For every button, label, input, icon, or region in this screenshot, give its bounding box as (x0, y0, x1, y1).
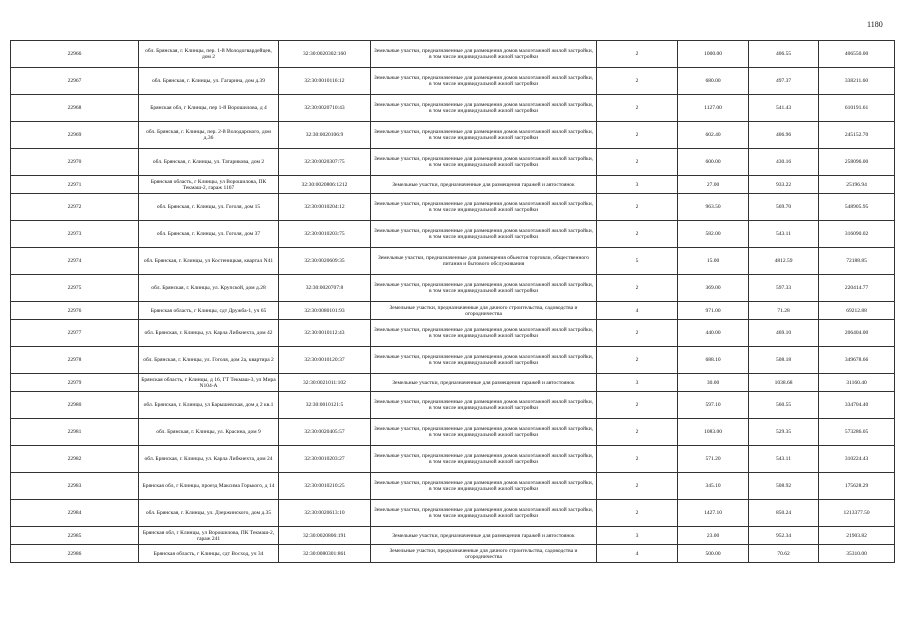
area-cell: 971.00 (678, 302, 749, 320)
row-number-cell: 22975 (11, 275, 139, 302)
cadastral-number-cell: 32:30:0080301:861 (279, 545, 371, 563)
group-cell: 4 (597, 302, 678, 320)
land-use-cell: Земельные участки, предназначенные для размещения объектов торговли, общественного питания и бытового обслуживания (371, 248, 597, 275)
row-number-cell: 22970 (11, 149, 139, 176)
cadastral-value-cell: 258096.00 (819, 149, 895, 176)
cadastral-value-cell: 35310.00 (819, 545, 895, 563)
table-row (11, 347, 895, 374)
row-number-cell: 22985 (11, 527, 139, 545)
specific-value-cell: 560.55 (749, 392, 819, 419)
area-cell: 688.10 (678, 347, 749, 374)
row-number-cell: 22981 (11, 419, 139, 446)
address-cell: обл. Брянская, г. Клинцы, ул. Карла Либкнехта, дом 24 (139, 446, 279, 473)
specific-value-cell: 406.55 (749, 41, 819, 68)
table-row (11, 473, 895, 500)
cadastral-value-cell: 548905.95 (819, 194, 895, 221)
group-cell: 4 (597, 545, 678, 563)
group-cell: 2 (597, 473, 678, 500)
group-cell: 2 (597, 347, 678, 374)
table-row (11, 527, 895, 545)
group-cell: 3 (597, 176, 678, 194)
address-cell: обл. Брянская, г. Клинцы, ул. Дзержинского, дом д.35 (139, 500, 279, 527)
group-cell: 2 (597, 149, 678, 176)
group-cell: 2 (597, 419, 678, 446)
land-use-cell: Земельные участки, предназначенные для размещения домов малоэтажной жилой застройки, в том числе индивидуальной жилой застройки (371, 95, 597, 122)
land-use-cell: Земельные участки, предназначенные для размещения домов малоэтажной жилой застройки, в том числе индивидуальной жилой застройки (371, 392, 597, 419)
cadastral-number-cell: 32:30:0020707:8 (279, 275, 371, 302)
specific-value-cell: 406.96 (749, 122, 819, 149)
cadastral-number-cell: 32:30:0010210:25 (279, 473, 371, 500)
specific-value-cell: 850.24 (749, 500, 819, 527)
address-cell: Брянская обл, г Клинцы, пер 1-й Ворошилова, д 4 (139, 95, 279, 122)
address-cell: Брянская область, г Клинцы, сдт Дружба-1, уч 65 (139, 302, 279, 320)
land-use-cell: Земельные участки, предназначенные для размещения домов малоэтажной жилой застройки, в том числе индивидуальной жилой застройки (371, 275, 597, 302)
cadastral-value-cell: 1213377.50 (819, 500, 895, 527)
area-cell: 582.00 (678, 221, 749, 248)
row-number-cell: 22983 (11, 473, 139, 500)
table-row (11, 122, 895, 149)
group-cell: 2 (597, 275, 678, 302)
row-number-cell: 22979 (11, 374, 139, 392)
land-use-cell: Земельные участки, предназначенные для размещения домов малоэтажной жилой застройки, в том числе индивидуальной жилой застройки (371, 122, 597, 149)
cadastral-number-cell: 32:30:0020806:191 (279, 527, 371, 545)
land-use-cell: Земельные участки, предназначенные для размещения домов малоэтажной жилой застройки, в том числе индивидуальной жилой застройки (371, 194, 597, 221)
land-use-cell: Земельные участки, предназначенные для размещения гаражей и автостоянок (371, 374, 597, 392)
table-row (11, 320, 895, 347)
specific-value-cell: 933.22 (749, 176, 819, 194)
address-cell: обл. Брянская, г. Клинцы, ул. Крупской, дом д.28 (139, 275, 279, 302)
address-cell: обл. Брянская, г. Клинцы, ул. Гоголя, дом 2а, квартира 2 (139, 347, 279, 374)
cadastral-number-cell: 32:30:0010203:27 (279, 446, 371, 473)
table-body (11, 41, 895, 563)
address-cell: обл. Брянская, г. Клинцы, ул. Татарикова, дом 2 (139, 149, 279, 176)
address-cell: Брянская обл, г Клинцы, проезд Максима Горького, д 14 (139, 473, 279, 500)
specific-value-cell: 469.10 (749, 320, 819, 347)
area-cell: 15.00 (678, 248, 749, 275)
address-cell: Брянская область, г Клинцы, д 16, ГТ Текмаш-3, ул Мира N104-А (139, 374, 279, 392)
cadastral-value-cell: 338211.60 (819, 68, 895, 95)
row-number-cell: 22974 (11, 248, 139, 275)
cadastral-number-cell: 32:30:0020710:43 (279, 95, 371, 122)
land-use-cell: Земельные участки, предназначенные для размещения домов малоэтажной жилой застройки, в том числе индивидуальной жилой застройки (371, 221, 597, 248)
row-number-cell: 22973 (11, 221, 139, 248)
cadastral-number-cell: 32:30:0010120:37 (279, 347, 371, 374)
area-cell: 500.00 (678, 545, 749, 563)
group-cell: 2 (597, 392, 678, 419)
group-cell: 2 (597, 41, 678, 68)
table-row (11, 95, 895, 122)
specific-value-cell: 543.11 (749, 221, 819, 248)
specific-value-cell: 543.11 (749, 446, 819, 473)
cadastral-value-cell: 220414.77 (819, 275, 895, 302)
address-cell: обл. Брянская, г. Клинцы, ул. Гоголя, дом 15 (139, 194, 279, 221)
row-number-cell: 22980 (11, 392, 139, 419)
cadastral-value-cell: 406550.00 (819, 41, 895, 68)
land-use-cell: Земельные участки, предназначенные для дачного строительства, садоводства и огородничества (371, 545, 597, 563)
page-number: 1180 (867, 20, 883, 29)
table-row (11, 302, 895, 320)
group-cell: 3 (597, 527, 678, 545)
row-number-cell: 22966 (11, 41, 139, 68)
address-cell: обл. Брянская, г. Клинцы, ул. Гоголя, дом 37 (139, 221, 279, 248)
area-cell: 571.20 (678, 446, 749, 473)
area-cell: 1427.10 (678, 500, 749, 527)
land-use-cell: Земельные участки, предназначенные для размещения домов малоэтажной жилой застройки, в том числе индивидуальной жилой застройки (371, 473, 597, 500)
table-row (11, 545, 895, 563)
cadastral-value-cell: 349678.66 (819, 347, 895, 374)
cadastral-value-cell: 316090.02 (819, 221, 895, 248)
specific-value-cell: 497.37 (749, 68, 819, 95)
row-number-cell: 22967 (11, 68, 139, 95)
group-cell: 2 (597, 194, 678, 221)
address-cell: обл. Брянская, г. Клинцы, пер. 1-й Молодогвардейцев, дом 2 (139, 41, 279, 68)
land-use-cell: Земельные участки, предназначенные для размещения домов малоэтажной жилой застройки, в том числе индивидуальной жилой застройки (371, 68, 597, 95)
table-row (11, 41, 895, 68)
group-cell: 2 (597, 68, 678, 95)
group-cell: 2 (597, 122, 678, 149)
cadastral-value-cell: 21903.82 (819, 527, 895, 545)
group-cell: 2 (597, 446, 678, 473)
row-number-cell: 22971 (11, 176, 139, 194)
land-use-cell: Земельные участки, предназначенные для размещения домов малоэтажной жилой застройки, в том числе индивидуальной жилой застройки (371, 500, 597, 527)
address-cell: обл. Брянская, г. Клинцы, ул Костеницкая, квартал N41 (139, 248, 279, 275)
table-row (11, 248, 895, 275)
cadastral-value-cell: 334704.40 (819, 392, 895, 419)
specific-value-cell: 569.70 (749, 194, 819, 221)
land-use-cell: Земельные участки, предназначенные для размещения домов малоэтажной жилой застройки, в том числе индивидуальной жилой застройки (371, 41, 597, 68)
cadastral-number-cell: 32:30:0010112:43 (279, 320, 371, 347)
address-cell: обл. Брянская, г. Клинцы, пер. 2-й Володарского, дом д.36 (139, 122, 279, 149)
table-row (11, 500, 895, 527)
land-use-cell: Земельные участки, предназначенные для размещения домов малоэтажной жилой застройки, в том числе индивидуальной жилой застройки (371, 320, 597, 347)
land-use-cell: Земельные участки, предназначенные для размещения домов малоэтажной жилой застройки, в том числе индивидуальной жилой застройки (371, 347, 597, 374)
cadastral-number-cell: 32:30:0010203:75 (279, 221, 371, 248)
cadastral-value-cell: 245152.70 (819, 122, 895, 149)
cadastral-value-cell: 72188.85 (819, 248, 895, 275)
land-use-cell: Земельные участки, предназначенные для размещения домов малоэтажной жилой застройки, в том числе индивидуальной жилой застройки (371, 419, 597, 446)
row-number-cell: 22977 (11, 320, 139, 347)
row-number-cell: 22984 (11, 500, 139, 527)
area-cell: 680.00 (678, 68, 749, 95)
table-row (11, 275, 895, 302)
table-row (11, 68, 895, 95)
land-use-cell: Земельные участки, предназначенные для размещения домов малоэтажной жилой застройки, в том числе индивидуальной жилой застройки (371, 446, 597, 473)
area-cell: 963.50 (678, 194, 749, 221)
area-cell: 27.00 (678, 176, 749, 194)
land-use-cell: Земельные участки, предназначенные для размещения гаражей и автостоянок (371, 176, 597, 194)
cadastral-number-cell: 32:30:0020106:9 (279, 122, 371, 149)
area-cell: 23.00 (678, 527, 749, 545)
cadastral-number-cell: 32:30:0020806:1212 (279, 176, 371, 194)
group-cell: 3 (597, 374, 678, 392)
specific-value-cell: 70.62 (749, 545, 819, 563)
group-cell: 5 (597, 248, 678, 275)
row-number-cell: 22978 (11, 347, 139, 374)
specific-value-cell: 952.34 (749, 527, 819, 545)
area-cell: 369.00 (678, 275, 749, 302)
cadastral-number-cell: 32:30:0010121:5 (279, 392, 371, 419)
cadastral-value-cell: 573286.05 (819, 419, 895, 446)
area-cell: 440.00 (678, 320, 749, 347)
address-cell: Брянская область, г Клинцы, сдт Восход, уч 34 (139, 545, 279, 563)
land-use-cell: Земельные участки, предназначенные для дачного строительства, садоводства и огородничества (371, 302, 597, 320)
land-use-cell: Земельные участки, предназначенные для размещения домов малоэтажной жилой застройки, в том числе индивидуальной жилой застройки (371, 149, 597, 176)
address-cell: обл. Брянская, г. Клинцы, ул. Красина, дом 9 (139, 419, 279, 446)
specific-value-cell: 71.28 (749, 302, 819, 320)
cadastral-number-cell: 32:30:0080101:93 (279, 302, 371, 320)
row-number-cell: 22972 (11, 194, 139, 221)
cadastral-number-cell: 32:30:0020609:35 (279, 248, 371, 275)
table-row (11, 149, 895, 176)
area-cell: 602.40 (678, 122, 749, 149)
table-row (11, 392, 895, 419)
row-number-cell: 22986 (11, 545, 139, 563)
cadastral-number-cell: 32:30:0020405:57 (279, 419, 371, 446)
group-cell: 2 (597, 95, 678, 122)
row-number-cell: 22982 (11, 446, 139, 473)
area-cell: 597.10 (678, 392, 749, 419)
row-number-cell: 22969 (11, 122, 139, 149)
cadastral-number-cell: 32:30:0020307:75 (279, 149, 371, 176)
area-cell: 1000.00 (678, 41, 749, 68)
table-row (11, 446, 895, 473)
table-row (11, 374, 895, 392)
table-row (11, 221, 895, 248)
cadastral-value-cell: 310224.43 (819, 446, 895, 473)
cadastral-value-table (10, 40, 895, 563)
specific-value-cell: 1038.68 (749, 374, 819, 392)
land-use-cell: Земельные участки, предназначенные для размещения гаражей и автостоянок (371, 527, 597, 545)
specific-value-cell: 508.92 (749, 473, 819, 500)
table-row (11, 194, 895, 221)
specific-value-cell: 529.35 (749, 419, 819, 446)
cadastral-value-cell: 31160.40 (819, 374, 895, 392)
cadastral-number-cell: 32:30:0010204:12 (279, 194, 371, 221)
cadastral-value-cell: 69212.88 (819, 302, 895, 320)
cadastral-number-cell: 32:30:0010116:12 (279, 68, 371, 95)
address-cell: обл. Брянская, г. Клинцы, ул Барышевская, дом д 2 кв.1 (139, 392, 279, 419)
specific-value-cell: 430.16 (749, 149, 819, 176)
specific-value-cell: 597.33 (749, 275, 819, 302)
area-cell: 345.10 (678, 473, 749, 500)
table-row (11, 419, 895, 446)
specific-value-cell: 508.18 (749, 347, 819, 374)
group-cell: 2 (597, 221, 678, 248)
address-cell: обл. Брянская, г. Клинцы, ул. Карла Либкнехта, дом 42 (139, 320, 279, 347)
cadastral-value-cell: 175628.29 (819, 473, 895, 500)
cadastral-value-cell: 206404.00 (819, 320, 895, 347)
area-cell: 1083.00 (678, 419, 749, 446)
group-cell: 2 (597, 500, 678, 527)
address-cell: обл. Брянская, г. Клинцы, ул. Гагарина, дом д.39 (139, 68, 279, 95)
area-cell: 1127.00 (678, 95, 749, 122)
cadastral-value-cell: 610191.61 (819, 95, 895, 122)
address-cell: Брянская обл, г Клинцы, ул Ворошилова, ПК Текмаш-2, гараж 241 (139, 527, 279, 545)
cadastral-number-cell: 32:30:0021011:102 (279, 374, 371, 392)
area-cell: 30.00 (678, 374, 749, 392)
address-cell: Брянская область, г Клинцы, ул Ворошилова, ПК Текмаш-2, гараж 1167 (139, 176, 279, 194)
cadastral-value-cell: 25196.94 (819, 176, 895, 194)
group-cell: 2 (597, 320, 678, 347)
table-row (11, 176, 895, 194)
cadastral-number-cell: 32:30:0020302:160 (279, 41, 371, 68)
specific-value-cell: 541.43 (749, 95, 819, 122)
cadastral-number-cell: 32:30:0020613:10 (279, 500, 371, 527)
row-number-cell: 22968 (11, 95, 139, 122)
row-number-cell: 22976 (11, 302, 139, 320)
area-cell: 600.00 (678, 149, 749, 176)
specific-value-cell: 4812.59 (749, 248, 819, 275)
